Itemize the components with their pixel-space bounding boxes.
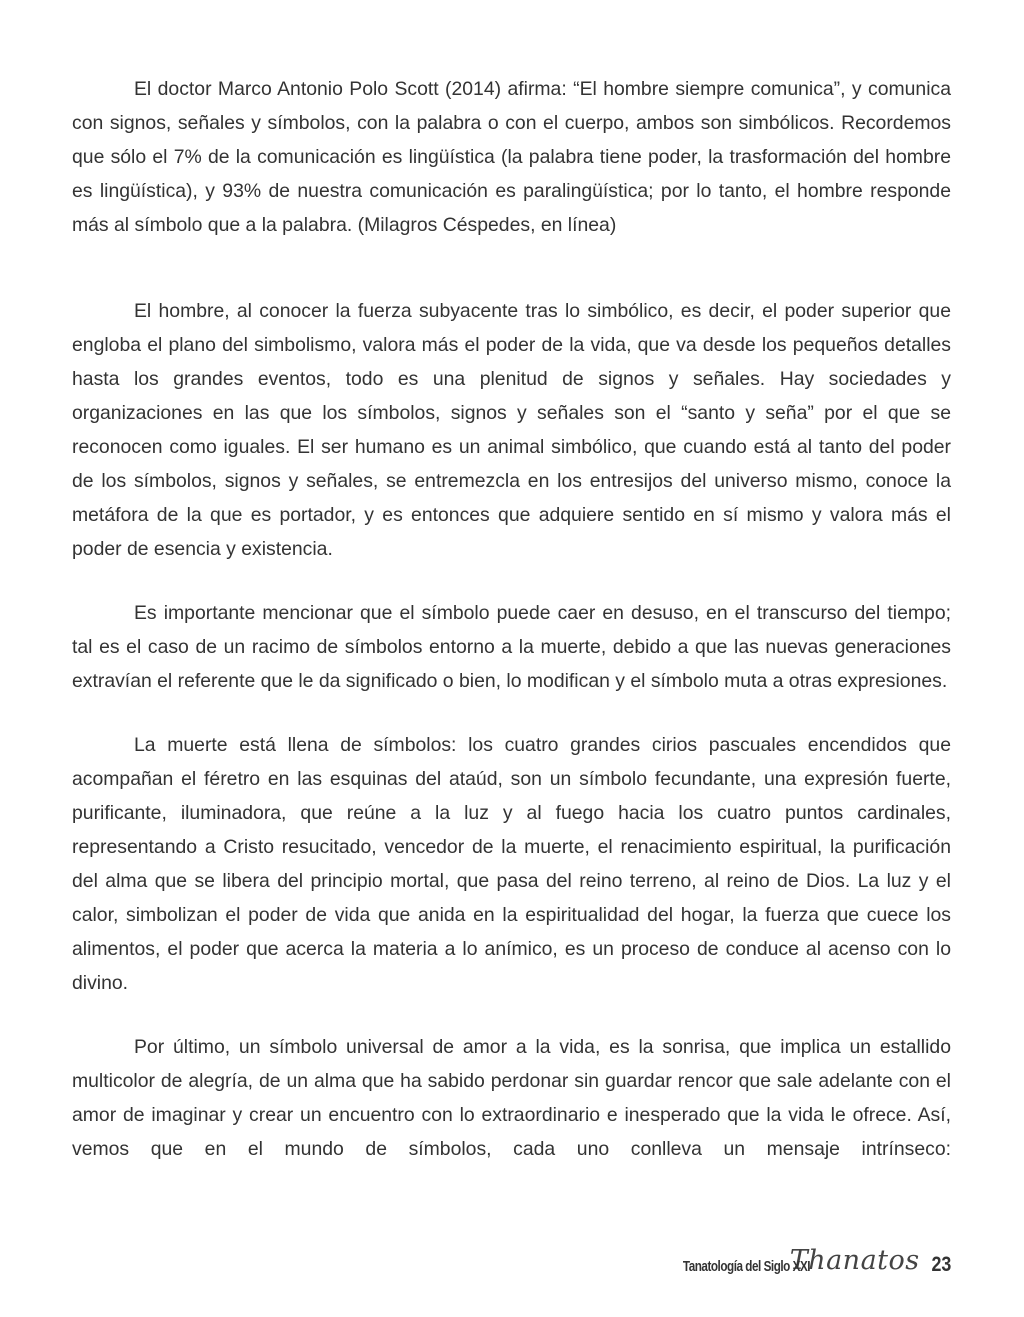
document-page [72, 72, 951, 1166]
paragraph-3: Es importante mencionar que el símbolo puede caer en desuso, en el transcurso del tiempo; tal es el caso de un racimo de símbolos entorno a la muerte, debido a que las nuevas generaciones extravían el referente que le da significado o bien, lo modifican y el símbolo muta a otras expresiones. [72, 602, 951, 692]
paragraph-1: El doctor Marco Antonio Polo Scott (2014) afirma: “El hombre siempre comunica”, y comunica con signos, señales y símbolos, con la palabra o con el cuerpo, ambos son simbólicos. Recordemos que sólo el 7% de la comunicación es lingüística (la palabra tiene poder, la trasformación del hombre es lingüística), y 93% de nuestra comunicación es paralingüística; por lo tanto, el hombre responde más al símbolo que a la palabra. (Milagros Céspedes, en línea) [72, 78, 951, 236]
paragraph-2: El hombre, al conocer la fuerza subyacente tras lo simbólico, es decir, el poder superior que engloba el plano del simbolismo, valora más el poder de la vida, que va desde los pequeños detalles hasta los grandes eventos, todo es una plenitud de signos y señales. Hay sociedades y organizaciones en las que los símbolos, signos y señales son el “santo y seña” por el que se reconocen como iguales. El ser humano es un animal simbólico, que cuando está al tanto del poder de los símbolos, signos y señales, se entremezcla en los entresijos del universo mismo, conoce la metáfora de la que es portador, y es entonces que adquiere sentido en sí mismo y valora más el poder de esencia y existencia. [72, 300, 951, 560]
page-footer [647, 1240, 951, 1276]
paragraph-5: Por último, un símbolo universal de amor a la vida, es la sonrisa, que implica un estallido multicolor de alegría, de un alma que ha sabido perdonar sin guardar rencor que sale adelante con el amor de imaginar y crear un encuentro con lo extraordinario e inesperado que la vida le ofrece. Así, vemos que en el mundo de símbolos, cada uno conlleva un mensaje intrínseco: [72, 1036, 951, 1160]
footer-series-title: Tanatología del Siglo XXI [682, 1258, 810, 1275]
page-number: 23 [931, 1253, 951, 1276]
paragraph-4: La muerte está llena de símbolos: los cuatro grandes cirios pascuales encendidos que acompañan el féretro en las esquinas del ataúd, son un símbolo fecundante, una expresión fuerte, purificante, iluminadora, que reúne a la luz y al fuego hacia los cuatro puntos cardinales, representando a Cristo resucitado, vencedor de la muerte, el renacimiento espiritual, la purificación del alma que se libera del principio mortal, que pasa del reino terreno, al reino de Dios. La luz y el calor, simbolizan el poder de vida que anida en la espiritualidad del hogar, la fuerza que cuece los alimentos, el poder que acerca la materia a lo anímico, es un proceso de conduce al acenso con lo divino. [72, 734, 951, 994]
footer-brand-logo: Thanatos [789, 1245, 920, 1276]
